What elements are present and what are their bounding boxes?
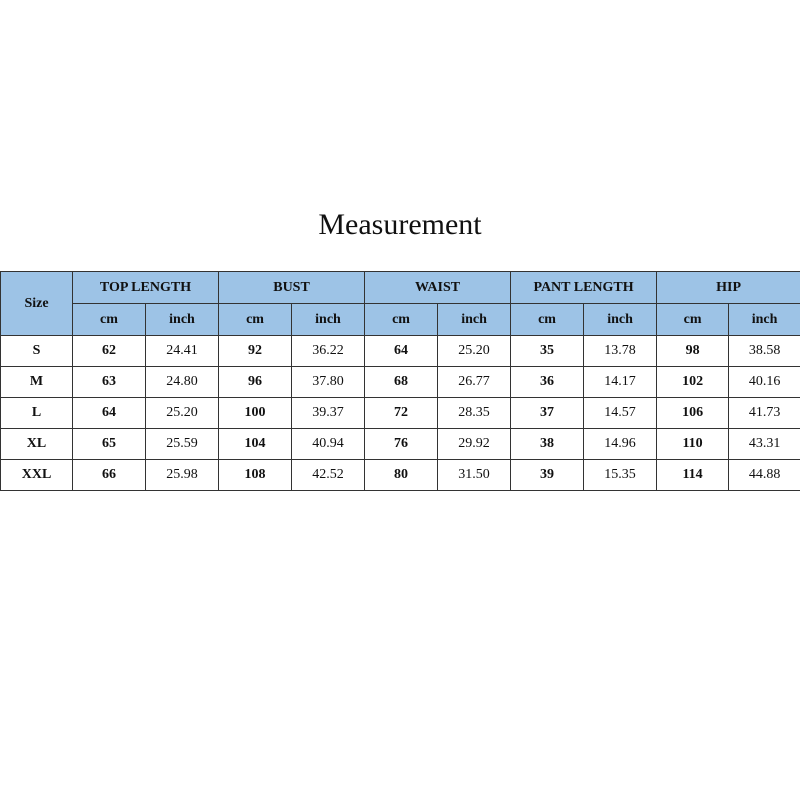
group-header: HIP [657,272,800,304]
measurement-table [0,271,800,491]
cm-cell: 104 [219,429,292,460]
cm-cell: 62 [73,336,146,367]
size-header: Size [1,272,73,336]
inch-cell: 28.35 [438,398,511,429]
cm-cell: 76 [365,429,438,460]
inch-cell: 41.73 [729,398,800,429]
unit-header: cm [365,304,438,336]
cm-cell: 66 [73,460,146,491]
table-row [1,367,800,398]
size-cell: S [1,336,73,367]
inch-cell: 24.80 [146,367,219,398]
unit-header: inch [292,304,365,336]
cm-cell: 102 [657,367,729,398]
inch-cell: 25.98 [146,460,219,491]
table-row [1,429,800,460]
cm-cell: 35 [511,336,584,367]
unit-header: inch [146,304,219,336]
size-cell: XXL [1,460,73,491]
inch-cell: 42.52 [292,460,365,491]
inch-cell: 38.58 [729,336,800,367]
unit-header: inch [438,304,511,336]
unit-header: cm [657,304,729,336]
cm-cell: 36 [511,367,584,398]
cm-cell: 106 [657,398,729,429]
cm-cell: 39 [511,460,584,491]
size-cell: L [1,398,73,429]
group-header: TOP LENGTH [73,272,219,304]
group-header: PANT LENGTH [511,272,657,304]
inch-cell: 14.57 [584,398,657,429]
inch-cell: 36.22 [292,336,365,367]
inch-cell: 29.92 [438,429,511,460]
table-row [1,398,800,429]
cm-cell: 37 [511,398,584,429]
inch-cell: 37.80 [292,367,365,398]
inch-cell: 13.78 [584,336,657,367]
unit-header: cm [73,304,146,336]
inch-cell: 25.59 [146,429,219,460]
size-cell: M [1,367,73,398]
inch-cell: 39.37 [292,398,365,429]
cm-cell: 98 [657,336,729,367]
unit-header: inch [729,304,800,336]
cm-cell: 108 [219,460,292,491]
inch-cell: 40.94 [292,429,365,460]
cm-cell: 100 [219,398,292,429]
inch-cell: 40.16 [729,367,800,398]
inch-cell: 44.88 [729,460,800,491]
inch-cell: 25.20 [438,336,511,367]
inch-cell: 14.17 [584,367,657,398]
cm-cell: 72 [365,398,438,429]
cm-cell: 92 [219,336,292,367]
inch-cell: 26.77 [438,367,511,398]
inch-cell: 14.96 [584,429,657,460]
unit-header: cm [219,304,292,336]
page-title: Measurement [318,208,482,241]
table-row [1,460,800,491]
cm-cell: 64 [365,336,438,367]
cm-cell: 114 [657,460,729,491]
size-cell: XL [1,429,73,460]
group-header-row [1,272,800,304]
cm-cell: 68 [365,367,438,398]
unit-header: cm [511,304,584,336]
unit-header: inch [584,304,657,336]
cm-cell: 63 [73,367,146,398]
group-header: WAIST [365,272,511,304]
cm-cell: 80 [365,460,438,491]
table-row [1,336,800,367]
group-header: BUST [219,272,365,304]
cm-cell: 64 [73,398,146,429]
inch-cell: 25.20 [146,398,219,429]
inch-cell: 24.41 [146,336,219,367]
inch-cell: 15.35 [584,460,657,491]
cm-cell: 65 [73,429,146,460]
unit-header-row [1,304,800,336]
cm-cell: 96 [219,367,292,398]
inch-cell: 31.50 [438,460,511,491]
cm-cell: 110 [657,429,729,460]
cm-cell: 38 [511,429,584,460]
inch-cell: 43.31 [729,429,800,460]
